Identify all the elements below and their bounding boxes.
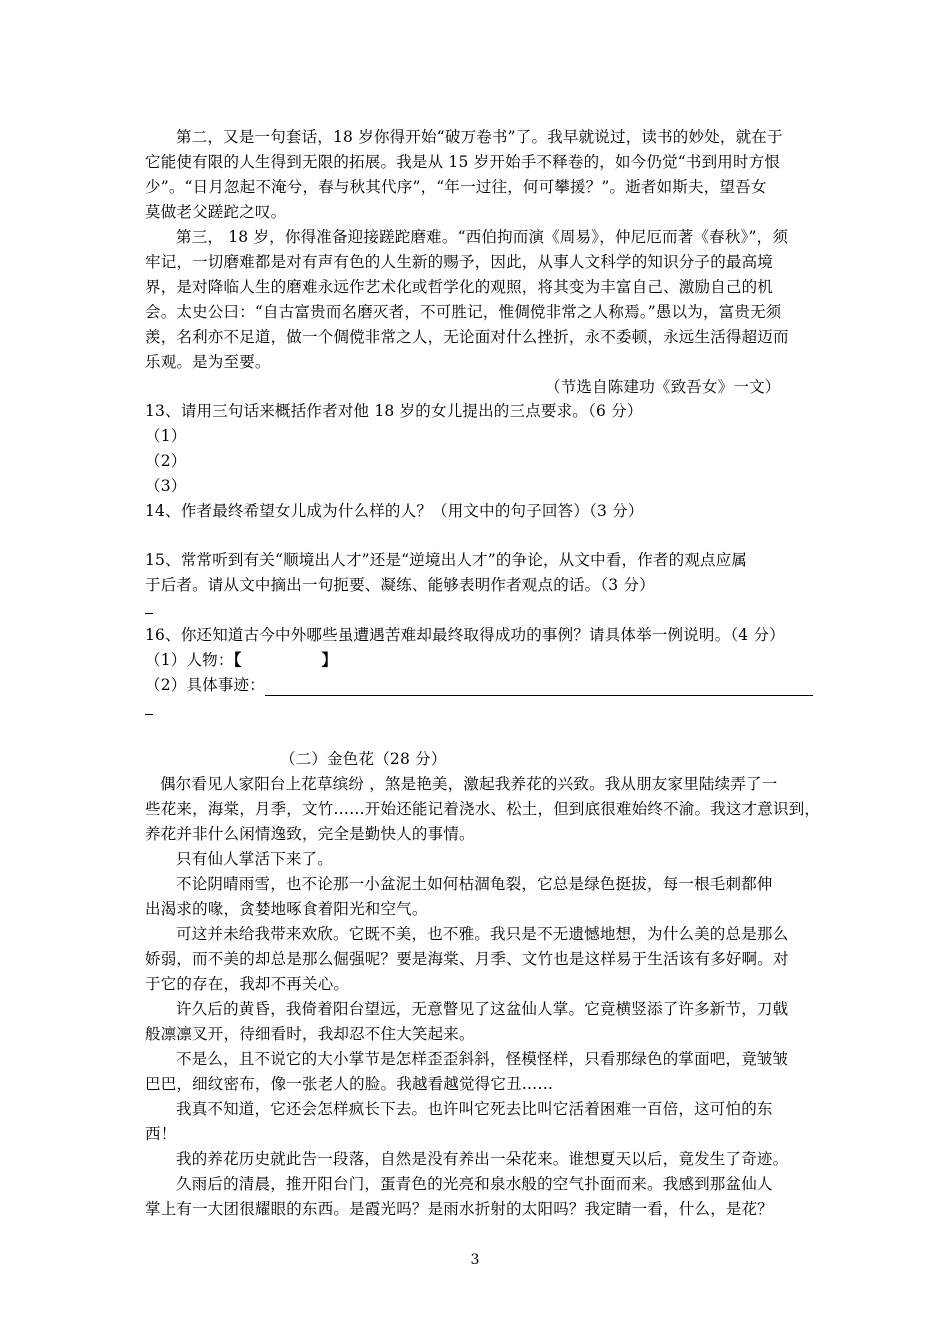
question-14: 14、作者最终希望女儿成为什么样的人？（用文中的句子回答）（3 分） [145, 502, 644, 520]
q16-person-label: （1）人物： [145, 651, 234, 669]
s2-para7-line-1: 我真不知道，它还会怎样疯长下去。也许叫它死去比叫它活着困难一百倍，这可怕的东 [176, 1100, 773, 1118]
p3-line-2: 牢记，一切磨难都是对有声有色的人生新的赐予，因此，从事人文科学的知识分子的最高境 [145, 253, 774, 271]
p3-line-3: 界，是对降临人生的磨难永远作艺术化或哲学化的观照，将其变为丰富自己、激励自己的机 [145, 278, 774, 296]
q13-answer-2: （2） [145, 452, 187, 470]
q16-person-row [145, 649, 337, 671]
question-15-line-2: 于后者。请从文中摘出一句扼要、凝练、能够表明作者观点的话。（3 分） [145, 576, 655, 594]
s2-para6-line-2: 巴巴，细纹密布，像一张老人的脸。我越看越觉得它丑…… [145, 1075, 554, 1093]
p3-line-4: 会。太史公曰：“自古富贵而名磨灭者，不可胜记，惟倜傥非常之人称焉。”愚以为，富贵无须 [145, 303, 782, 321]
s2-para3-line-1: 不论阴晴雨雪，也不论那一小盆泥土如何枯涸龟裂，它总是绿色挺拔，每一根毛刺都伸 [176, 875, 773, 893]
p3-line-1: 第三， 18 岁，你得准备迎接蹉跎磨难。“西伯拘而演《周易》，仲尼厄而著《春秋》”，须 [176, 228, 789, 246]
p2-line-2: 它能使有限的人生得到无限的拓展。我是从 15 岁开始手不释卷的，如今仍觉“书到用时方恨 [145, 153, 781, 171]
s2-para8: 我的养花历史就此告一段落，自然是没有养出一朵花来。谁想夏天以后，竟发生了奇迹。 [176, 1150, 789, 1168]
question-15-line-1: 15、常常听到有关“顺境出人才”还是“逆境出人才”的争论，从文中看，作者的观点应属 [145, 551, 748, 569]
s2-para5-line-2: 般凛凛叉开，待细看时，我却忍不住大笑起来。 [145, 1025, 475, 1043]
p3-line-5: 羡，名利亦不足道，做一个倜傥非常之人，无论面对什么挫折，永不委顿，永远生活得超迈而 [145, 328, 789, 346]
s2-para2: 只有仙人掌活下来了。 [176, 850, 334, 868]
q16-bracket-close: 】 [321, 650, 338, 669]
s2-para4-line-3: 于它的存在，我却不再关心。 [145, 975, 350, 993]
q13-answer-1: （1） [145, 427, 187, 445]
s2-para1-line-1: 偶尔看见人家阳台上花草缤纷 ，煞是艳美，激起我养花的兴致。我从朋友家里陆续弄了一 [160, 775, 778, 793]
passage-source: （节选自陈建功《致吾女》一文） [545, 378, 781, 396]
q16-deeds-row [145, 674, 813, 696]
question-13: 13、请用三句话来概括作者对他 18 岁的女儿提出的三点要求。（6 分） [145, 402, 643, 420]
s2-para6-line-1: 不是么，且不说它的大小掌节是怎样歪歪斜斜，怪模怪样，只看那绿色的掌面吧，竟皱皱 [176, 1050, 789, 1068]
p3-line-6: 乐观。是为至要。 [145, 353, 271, 371]
p2-line-3: 少”。“日月忽起不淹兮，春与秋其代序”，“年一过往，何可攀援？”。逝者如斯夫，望吾女 [145, 178, 767, 196]
q16-deeds-label: （2）具体事迹： [145, 676, 265, 694]
s2-para1-line-2: 些花来，海棠，月季，文竹……开始还能记着浇水、松土，但到底很难始终不渝。我这才意识到， [145, 800, 821, 818]
s2-para7-line-2: 西！ [145, 1125, 177, 1143]
q13-answer-3: （3） [145, 477, 187, 495]
section-heading: （二）金色花（28 分） [280, 750, 447, 768]
answer-blank-mark [145, 613, 153, 614]
q16-bracket-open: 【 [233, 650, 242, 669]
s2-para9-line-2: 掌上有一大团很耀眼的东西。是霞光吗？是雨水折射的太阳吗？我定睛一看，什么，是花？ [145, 1200, 774, 1218]
s2-para5-line-1: 许久后的黄昏，我倚着阳台望远，无意瞥见了这盆仙人掌。它竟横竖添了许多新节，刀戟 [176, 1000, 789, 1018]
q16-deeds-blank[interactable] [265, 679, 813, 696]
p2-line-1: 第二，又是一句套话，18 岁你得开始“破万卷书”了。我早就说过，读书的妙处，就在于 [176, 128, 783, 146]
answer-blank-mark-2 [145, 714, 153, 715]
s2-para1-line-3: 养花并非什么闲情逸致，完全是勤快人的事情。 [145, 825, 475, 843]
s2-para9-line-1: 久雨后的清晨，推开阳台门，蛋青色的光亮和泉水般的空气扑面而来。我感到那盆仙人 [176, 1175, 773, 1193]
s2-para4-line-2: 娇弱，而不美的却总是那么倔强呢？要是海棠、月季、文竹也是这样易于生活该有多好啊。对 [145, 950, 789, 968]
page-number: 3 [470, 1252, 480, 1268]
question-16: 16、你还知道古今中外哪些虽遭遇苦难却最终取得成功的事例？请具体举一例说明。（4 分） [145, 626, 785, 644]
s2-para3-line-2: 出渴求的喙，贪婪地啄食着阳光和空气。 [145, 900, 428, 918]
p2-line-4: 莫做老父蹉跎之叹。 [145, 203, 287, 221]
s2-para4-line-1: 可这并未给我带来欢欣。它既不美，也不雅。我只是不无遗憾地想，为什么美的总是那么 [176, 925, 789, 943]
